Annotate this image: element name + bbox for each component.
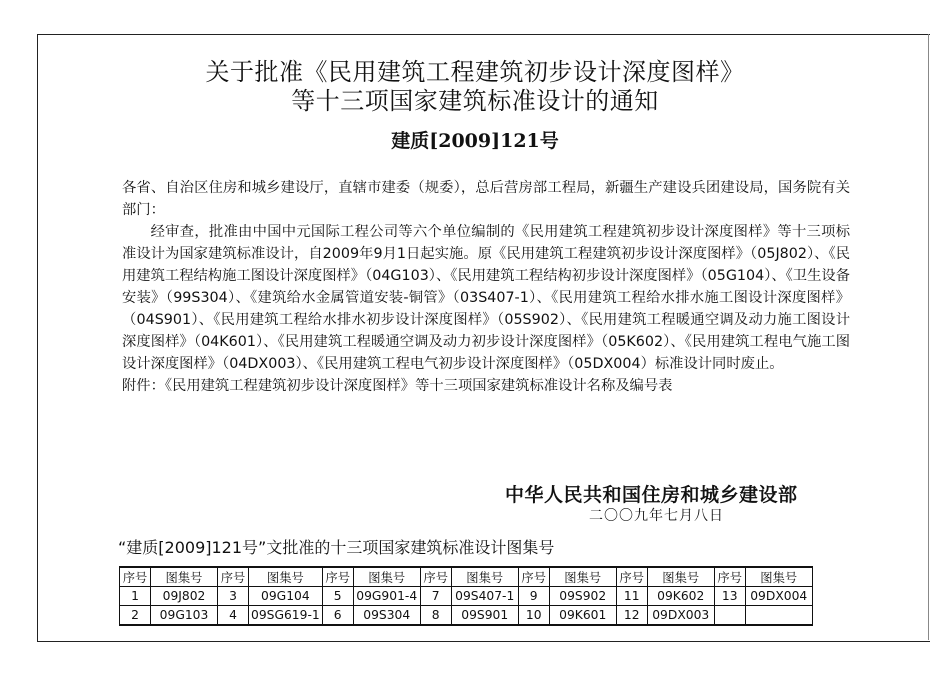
header-code: 图集号 bbox=[647, 567, 714, 587]
header-no: 序号 bbox=[616, 567, 647, 587]
table-cell-code: 09S902 bbox=[549, 587, 616, 606]
header-code: 图集号 bbox=[549, 567, 616, 587]
table-cell-code: 09G104 bbox=[249, 587, 323, 606]
main-paragraph: 经审查，批准由中国中元国际工程公司等六个单位编制的《民用建筑工程建筑初步设计深度图样》等十三项标准设计为国家建筑标准设计，自2009年9月1日起实施。原《民用建筑工程建筑初步设计深度图样》（05J802）、《民用建筑工程结构施工图设计深度图样》（04G103）、《民用建筑工程结构初步设计深度图样》（05G104）、《卫生设备安装》（99S304）、《建筑给水金属管道安装-铜管》（03S407-1）、《民用建筑工程给水排水施工图设计深度图样》（04S901）、《民用建筑工程给水排水初步设计深度图样》（05S902）、《民用建筑工程暖通空调及动力施工图设计深度图样》（04K601）、《民用建筑工程暖通空调及动力初步设计深度图样》（05K602）、《民用建筑工程电气施工图设计深度图样》（04DX003）、《民用建筑工程电气初步设计深度图样》（05DX004）标准设计同时废止。 bbox=[122, 224, 850, 372]
table-cell-code: 09DX004 bbox=[745, 587, 812, 606]
table-cell-code: 09G103 bbox=[151, 606, 218, 626]
header-no: 序号 bbox=[322, 567, 353, 587]
table-cell-no: 9 bbox=[518, 587, 549, 606]
recipients-paragraph: 各省、自治区住房和城乡建设厅，直辖市建委（规委），总后营房部工程局，新疆生产建设兵团建设局，国务院有关部门： bbox=[122, 180, 850, 218]
header-no: 序号 bbox=[714, 567, 745, 587]
table-cell-no: 1 bbox=[120, 587, 151, 606]
table-cell-no: 7 bbox=[420, 587, 451, 606]
header-code: 图集号 bbox=[745, 567, 812, 587]
header-code: 图集号 bbox=[151, 567, 218, 587]
table-cell-no: 4 bbox=[218, 606, 249, 626]
table-cell-no: 10 bbox=[518, 606, 549, 626]
table-cell-no: 5 bbox=[322, 587, 353, 606]
table-cell-code bbox=[745, 606, 812, 626]
header-no: 序号 bbox=[120, 567, 151, 587]
table-cell-code: 09K601 bbox=[549, 606, 616, 626]
table-title: “建质[2009]121号”文批准的十三项国家建筑标准设计图集号 bbox=[118, 538, 555, 557]
document-number: 建质[2009]121号 bbox=[391, 130, 559, 152]
table-cell-no: 8 bbox=[420, 606, 451, 626]
table-cell-no: 13 bbox=[714, 587, 745, 606]
table-header-row bbox=[120, 567, 813, 587]
issuing-authority: 中华人民共和国住房和城乡建设部 bbox=[505, 484, 798, 506]
header-no: 序号 bbox=[518, 567, 549, 587]
header-no: 序号 bbox=[218, 567, 249, 587]
table-cell-no: 12 bbox=[616, 606, 647, 626]
notice-body bbox=[122, 177, 850, 397]
table-row bbox=[120, 587, 813, 606]
header-code: 图集号 bbox=[353, 567, 420, 587]
table-cell-code: 09G901-4 bbox=[353, 587, 420, 606]
table-row bbox=[120, 606, 813, 626]
table-cell-code: 09SG619-1 bbox=[249, 606, 323, 626]
table-cell-code: 09S304 bbox=[353, 606, 420, 626]
table-cell-code: 09DX003 bbox=[647, 606, 714, 626]
table-cell-code: 09S407-1 bbox=[451, 587, 518, 606]
title-line-2: 等十三项国家建筑标准设计的通知 bbox=[291, 87, 659, 115]
attachment-line: 附件：《民用建筑工程建筑初步设计深度图样》等十三项国家建筑标准设计名称及编号表 bbox=[122, 378, 673, 394]
table-cell-code: 09J802 bbox=[151, 587, 218, 606]
atlas-number-table bbox=[119, 566, 813, 626]
table-cell-code: 09K602 bbox=[647, 587, 714, 606]
issue-date: 二〇〇九年七月八日 bbox=[589, 508, 724, 524]
header-code: 图集号 bbox=[451, 567, 518, 587]
header-no: 序号 bbox=[420, 567, 451, 587]
table-cell-no: 6 bbox=[322, 606, 353, 626]
table-cell-no: 3 bbox=[218, 587, 249, 606]
header-code: 图集号 bbox=[249, 567, 323, 587]
table-cell-no: 2 bbox=[120, 606, 151, 626]
table-cell-no: 11 bbox=[616, 587, 647, 606]
table-cell-code: 09S901 bbox=[451, 606, 518, 626]
title-line-1: 关于批准《民用建筑工程建筑初步设计深度图样》 bbox=[205, 58, 745, 86]
frame-right-edge bbox=[928, 34, 929, 640]
table-cell-no bbox=[714, 606, 745, 626]
